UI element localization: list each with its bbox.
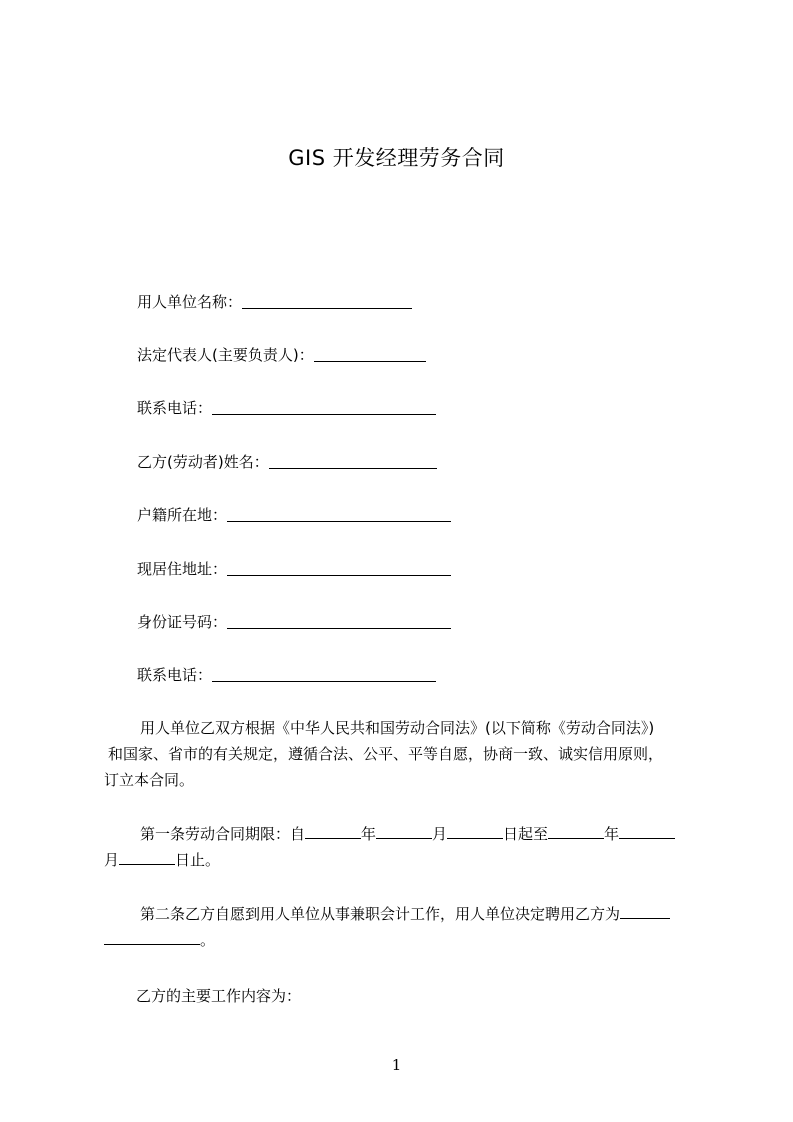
position-blank-b[interactable] xyxy=(104,928,200,945)
end-month-blank-a[interactable] xyxy=(619,822,675,839)
end-year-blank[interactable] xyxy=(548,822,604,839)
legal-rep-field xyxy=(137,345,426,365)
end-month-label: 月 xyxy=(104,851,120,869)
article-2-end: 。 xyxy=(200,931,216,949)
end-year-label: 年 xyxy=(604,825,620,843)
start-month-label: 月 xyxy=(432,825,448,843)
start-day-blank[interactable] xyxy=(447,822,503,839)
employee-phone-label: 联系电话： xyxy=(137,666,213,684)
employer-phone-label: 联系电话： xyxy=(137,399,213,417)
current-address-blank[interactable] xyxy=(227,559,451,576)
household-address-field xyxy=(137,505,451,525)
article-2-text: 第二条乙方自愿到用人单位从事兼职会计工作，用人单位决定聘用乙方为 xyxy=(140,905,621,923)
current-address-field xyxy=(137,559,451,579)
article-1-paragraph xyxy=(104,821,704,873)
start-month-blank[interactable] xyxy=(376,822,432,839)
position-blank-a[interactable] xyxy=(620,902,670,919)
preamble-line-3: 订立本合同。 xyxy=(104,771,195,789)
page-number: 1 xyxy=(391,1056,402,1074)
current-address-label: 现居住地址： xyxy=(137,560,228,578)
preamble-line-1: 用人单位乙双方根据《中华人民共和国劳动合同法》(以下简称《劳动合同法》) xyxy=(140,719,655,737)
employee-name-field xyxy=(137,452,437,472)
duties-text: 乙方的主要工作内容为： xyxy=(136,987,302,1005)
document-title: GIS 开发经理劳务合同 xyxy=(288,146,505,170)
legal-rep-blank[interactable] xyxy=(314,345,426,362)
employer-name-blank[interactable] xyxy=(242,292,412,309)
employer-phone-blank[interactable] xyxy=(212,398,436,415)
household-address-blank[interactable] xyxy=(227,505,451,522)
employee-name-label: 乙方(劳动者)姓名： xyxy=(137,453,269,471)
employee-name-blank[interactable] xyxy=(269,452,437,469)
household-address-label: 户籍所在地： xyxy=(137,506,228,524)
legal-rep-label: 法定代表人(主要负责人)： xyxy=(137,346,314,364)
employer-name-label: 用人单位名称： xyxy=(137,293,243,311)
end-day-blank[interactable] xyxy=(119,848,175,865)
start-year-label: 年 xyxy=(361,825,377,843)
employer-phone-field xyxy=(137,398,436,418)
preamble-paragraph xyxy=(104,715,704,793)
duties-paragraph xyxy=(104,983,704,1009)
preamble-line-2: 和国家、省市的有关规定，遵循合法、公平、平等自愿，协商一致、诚实信用原则， xyxy=(108,745,664,763)
end-day-label: 日止。 xyxy=(175,851,221,869)
employer-name-field xyxy=(137,292,412,312)
start-day-label: 日起至 xyxy=(503,825,549,843)
id-number-field xyxy=(137,612,451,632)
id-number-blank[interactable] xyxy=(227,612,451,629)
employee-phone-blank[interactable] xyxy=(212,665,436,682)
employee-phone-field xyxy=(137,665,436,685)
id-number-label: 身份证号码： xyxy=(137,613,228,631)
start-year-blank[interactable] xyxy=(305,822,361,839)
article-1-prefix: 第一条劳动合同期限：自 xyxy=(140,825,306,843)
article-2-paragraph xyxy=(104,901,704,953)
